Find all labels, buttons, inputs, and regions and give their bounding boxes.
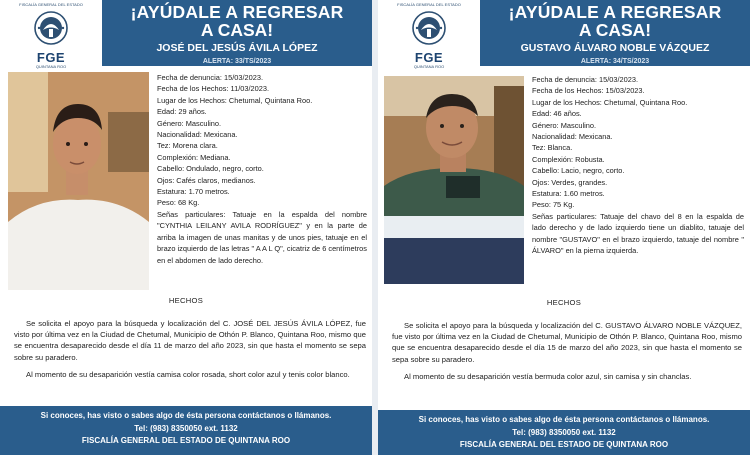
headline-banner xyxy=(102,0,372,58)
headline-line1: ¡AYÚDALE A REGRESAR xyxy=(508,2,722,22)
logo-top-text: FISCALÍA GENERAL DEL ESTADO xyxy=(397,2,461,7)
logo-bottom-text: QUINTANA ROO xyxy=(413,64,445,69)
clothing-paragraph: Al momento de su desaparición vestía camisa color rosada, short color azul y tenis color blanco. xyxy=(26,369,350,379)
logo-bottom-text: QUINTANA ROO xyxy=(35,64,67,69)
logo-acronym: FGE xyxy=(36,50,66,65)
height: Estatura: 1.60 metros. xyxy=(532,189,605,199)
report-date: Fecha de denuncia: 15/03/2023. xyxy=(157,73,264,82)
distinguishing-marks: Señas particulares: Tatuaje en la espalda del nombre "CYNTHIA LEILANY AVILA RODRÍGUEZ" y en la parte de arriba la imagen de unas manitas y de unos pies, tatuaje en el brazo izquierdo de las letras " A A L Q", cicatriz de 6 centímetros en el abdomen de lado derecho. xyxy=(157,209,367,265)
contact-footer xyxy=(0,406,372,455)
facts-body xyxy=(392,320,742,384)
facts-body xyxy=(14,318,366,382)
footer-phone: Tel: (983) 8350050 ext. 1132 xyxy=(512,427,616,437)
headline-line2: A CASA! xyxy=(200,20,274,40)
clothing-paragraph: Al momento de su desaparición vestía bermuda color azul, sin camisa y sin chanclas. xyxy=(404,371,692,381)
report-date: Fecha de denuncia: 15/03/2023. xyxy=(532,75,639,84)
facts-heading: HECHOS xyxy=(168,296,204,305)
footer-phone: Tel: (983) 8350050 ext. 1132 xyxy=(134,423,238,433)
seal-icon xyxy=(33,10,69,46)
person-photo xyxy=(8,72,149,290)
distinguishing-marks: Señas particulares: Tatuaje del chavo del 8 en la espalda de lado derecho y de lado izquierdo tiene un diablito, tatuaje del nombre "GUSTAVO" en el brazo izquierdo, tatuaje del nombre " ÁLVARO" en la pierna izquierda. xyxy=(532,211,744,256)
hair: Cabello: Ondulado, negro, corto. xyxy=(157,164,264,174)
headline-banner xyxy=(480,0,750,58)
missing-person-poster xyxy=(0,0,372,455)
facts-paragraph: Se solicita el apoyo para la búsqueda y localización del C. JOSÉ DEL JESÚS ÁVILA LÓPEZ, fue visto por última vez en la Ciudad de Chetumal, Municipio de Othón P. Blanco, Quintana Roo, mismo que se encuentra desaparecido desde el día 11 de marzo del año 2023, sin que hasta el momento se sepa sobre su paradero. xyxy=(14,319,366,362)
event-date: Fecha de los Hechos: 11/03/2023. xyxy=(157,84,270,94)
logo-top-text: FISCALÍA GENERAL DEL ESTADO xyxy=(19,2,83,7)
facts-heading: HECHOS xyxy=(546,298,582,307)
build: Complexión: Robusta. xyxy=(532,154,605,164)
contact-footer xyxy=(378,410,750,455)
poster-header xyxy=(0,0,372,69)
weight: Peso: 68 Kg. xyxy=(157,198,200,208)
event-place: Lugar de los Hechos: Chetumal, Quintana Roo. xyxy=(157,95,313,105)
gender: Género: Masculino. xyxy=(157,118,222,128)
event-place: Lugar de los Hechos: Chetumal, Quintana Roo. xyxy=(532,97,688,107)
person-details xyxy=(532,74,744,257)
footer-call-to-action: Si conoces, has visto o sabes algo de ésta persona contáctanos o llámanos. xyxy=(40,411,332,420)
headline-line1: ¡AYÚDALE A REGRESAR xyxy=(130,2,344,22)
footer-agency: FISCALÍA GENERAL DEL ESTADO DE QUINTANA ROO xyxy=(459,440,669,449)
headline-line2: A CASA! xyxy=(578,20,652,40)
logo-acronym: FGE xyxy=(414,50,444,65)
weight: Peso: 75 Kg. xyxy=(532,200,575,210)
gender: Género: Masculino. xyxy=(532,120,597,130)
footer-call-to-action: Si conoces, has visto o sabes algo de ésta persona contáctanos o llámanos. xyxy=(418,415,710,424)
build: Complexión: Mediana. xyxy=(157,152,231,162)
skin-tone: Tez: Blanca. xyxy=(532,143,573,153)
eyes: Ojos: Verdes, grandes. xyxy=(532,177,608,187)
seal-icon xyxy=(411,10,447,46)
hair: Cabello: Lacio, negro, corto. xyxy=(532,166,625,176)
fge-logo xyxy=(16,2,86,69)
nationality: Nacionalidad: Mexicana. xyxy=(532,132,613,142)
poster-header xyxy=(378,0,750,69)
person-details xyxy=(157,72,367,266)
fge-logo xyxy=(394,2,464,69)
eyes: Ojos: Cafés claros, medianos. xyxy=(157,175,256,185)
age: Edad: 29 años. xyxy=(157,107,207,117)
missing-person-poster xyxy=(378,0,750,455)
person-photo xyxy=(384,76,524,284)
nationality: Nacionalidad: Mexicana. xyxy=(157,130,238,140)
person-name: GUSTAVO ÁLVARO NOBLE VÁZQUEZ xyxy=(520,42,710,54)
skin-tone: Tez: Morena clara. xyxy=(157,141,218,151)
alert-number: ALERTA: 33/TS/2023 xyxy=(102,58,372,66)
height: Estatura: 1.70 metros. xyxy=(157,187,230,197)
age: Edad: 46 años. xyxy=(532,109,582,119)
facts-paragraph: Se solicita el apoyo para la búsqueda y localización del C. GUSTAVO ÁLVARO NOBLE VÁZQUEZ, fue visto por última vez en la Ciudad de Chetumal, Municipio de Othón P. Blanco, Quintana Roo, mismo que se encuentra desaparecido desde el día 15 de marzo del año 2023, sin que hasta el momento se sepa sobre su paradero. xyxy=(392,321,742,364)
event-date: Fecha de los Hechos: 15/03/2023. xyxy=(532,86,645,96)
person-name: JOSÉ DEL JESÚS ÁVILA LÓPEZ xyxy=(156,42,318,54)
footer-agency: FISCALÍA GENERAL DEL ESTADO DE QUINTANA ROO xyxy=(81,436,291,445)
alert-number: ALERTA: 34/TS/2023 xyxy=(480,58,750,66)
